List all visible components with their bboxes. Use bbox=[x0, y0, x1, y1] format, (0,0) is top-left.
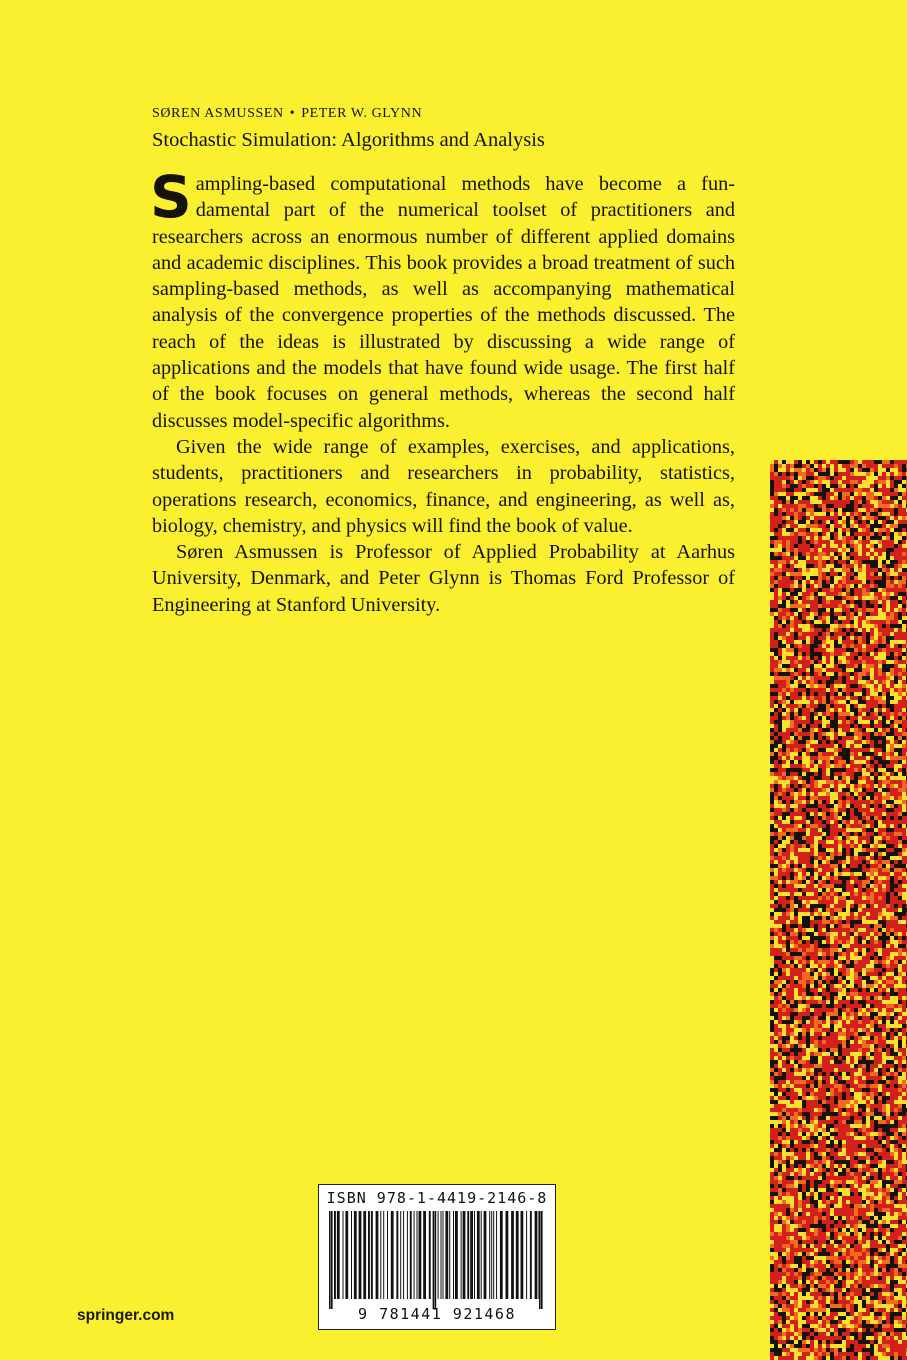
barcode-digits: 9 781441 921468 bbox=[358, 1305, 516, 1323]
blurb-paragraph-3: Søren Asmussen is Professor of Applied Probability at Aarhus University, Denmark, and Peter Glynn is Thomas Ford Professor of Engineering at Stanford University. bbox=[152, 541, 735, 616]
author-2: PETER W. GLYNN bbox=[301, 106, 423, 121]
blurb-paragraph-1-text: ampling-based computational methods have become a fundamental part of the numerical toolset of practitioners and researchers across an enormous number of different applied domains and academic disciplines. This book provides a broad treatment of such sampling-based methods, as well as accompanying mathematical analysis of the convergence properties of the methods discussed. The reach of the ideas is illustrated by discussing a wide range of applications and the models that have found wide usage. The first half of the book focuses on general methods, whereas the second half discusses model-specific algorithms. bbox=[152, 173, 735, 432]
publisher-url[interactable]: springer.com bbox=[77, 1307, 175, 1324]
dropcap: S bbox=[150, 163, 192, 231]
blurb-paragraph-1 bbox=[150, 163, 735, 434]
authors-line bbox=[152, 104, 422, 124]
isbn-label: ISBN 978-1-4419-2146-8 bbox=[326, 1189, 548, 1207]
pattern-image bbox=[770, 460, 907, 1360]
book-title: Stochastic Simulation: Algorithms and Analysis bbox=[152, 129, 545, 151]
blurb bbox=[150, 163, 735, 618]
barcode-box bbox=[318, 1184, 556, 1330]
blurb-paragraph-2: Given the wide range of examples, exercises, and applications, students, practitioners and researchers in probability, statistics, operations research, economics, finance, and engineering, as well as, biology, chemistry, and physics will find the book of value. bbox=[152, 435, 735, 537]
author-1: SØREN ASMUSSEN bbox=[152, 106, 284, 121]
random-pixel-pattern bbox=[770, 460, 907, 1360]
author-separator: • bbox=[289, 106, 296, 121]
barcode-image bbox=[327, 1211, 547, 1309]
